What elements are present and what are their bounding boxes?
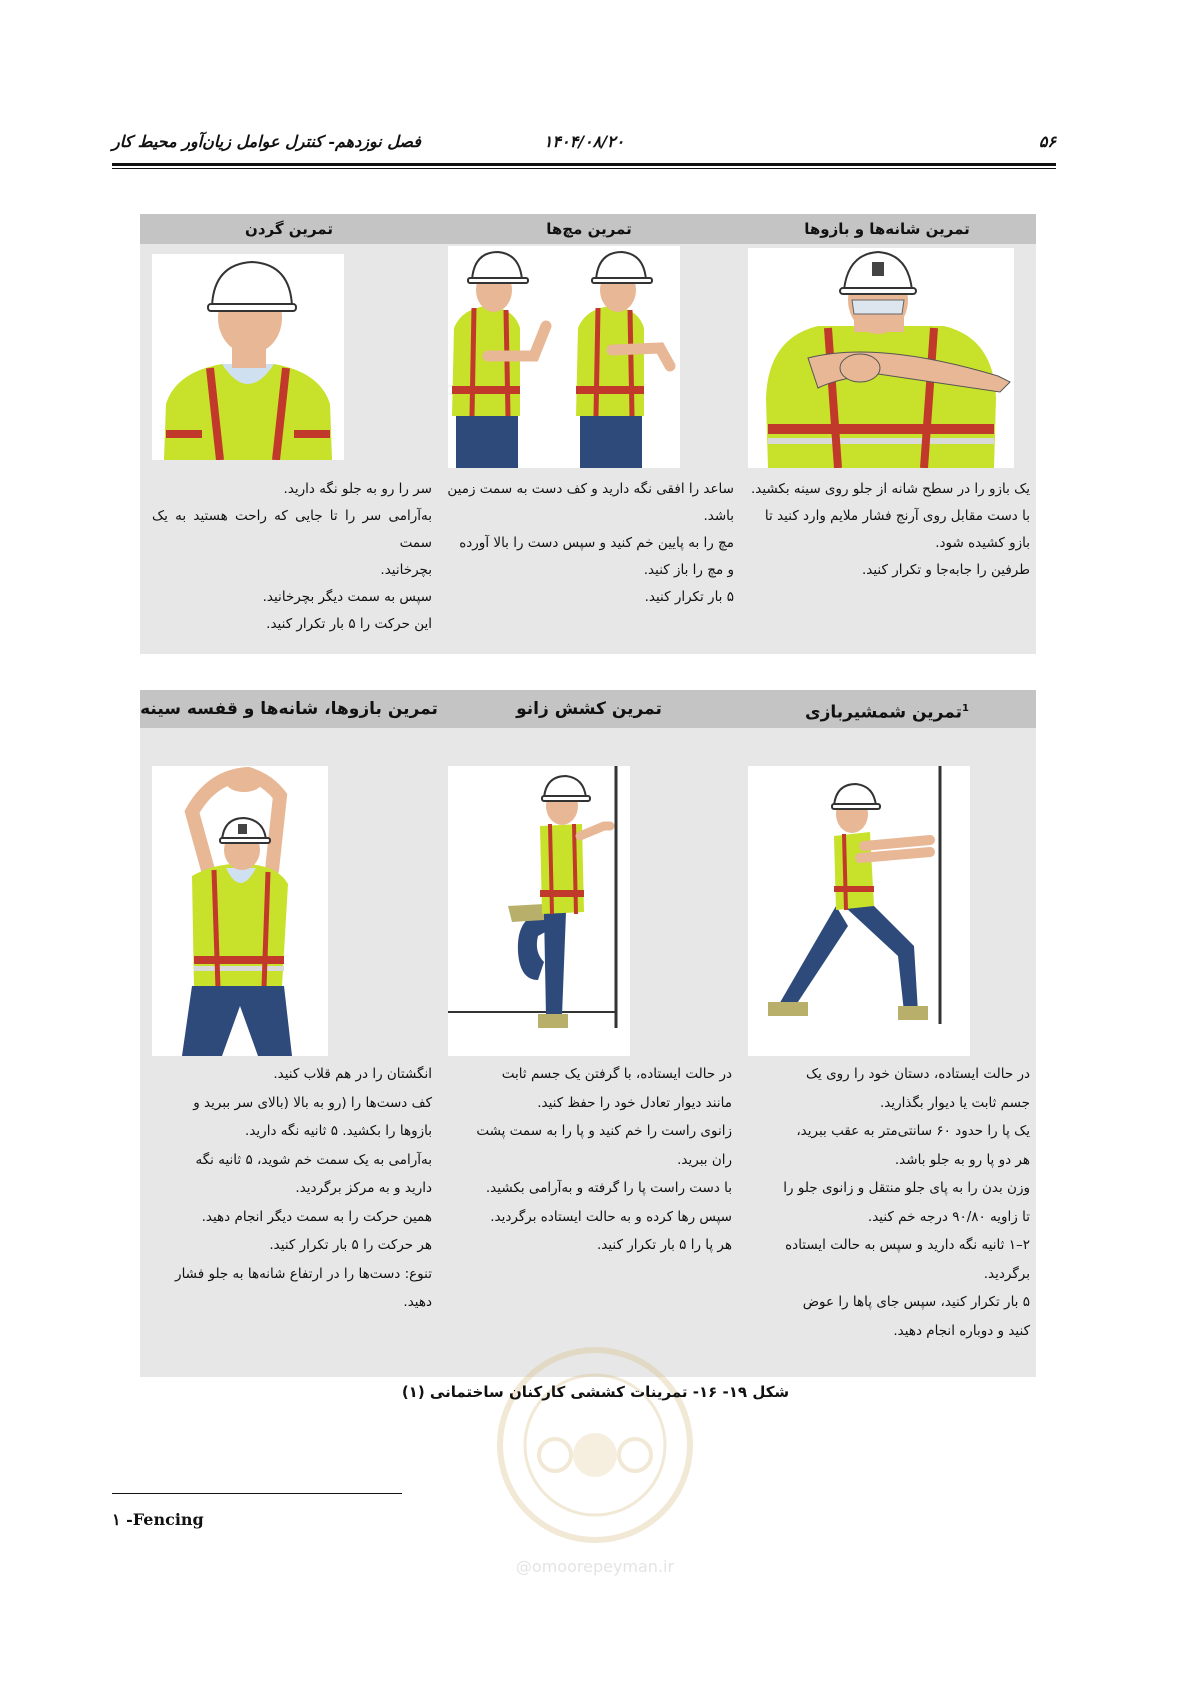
instruction-line: ۵ بار تکرار کنید، سپس جای پاها را عوض	[802, 1294, 1030, 1310]
footnote-rule	[112, 1493, 402, 1494]
instruction-line: کف دست‌ها را (رو به بالا (بالای سر ببرید و	[193, 1094, 432, 1111]
exercise-wrists	[440, 214, 738, 654]
instruction-line: طرفین را جابه‌جا و تکرار کنید.	[861, 562, 1030, 578]
exercise-instructions	[444, 476, 734, 611]
exercise-title: تمرین مچ‌ها	[546, 220, 632, 238]
footnote: ۱ -Fencing	[112, 1510, 204, 1529]
top-exercise-panel	[140, 214, 1036, 654]
instruction-line: مچ را به پایین خم کنید و سپس دست را بالا آورده	[459, 535, 734, 551]
instruction-line: بچرخانید.	[380, 562, 432, 578]
instruction-line: در حالت ایستاده، دستان خود را روی یک	[805, 1066, 1030, 1082]
figure-caption: شکل ۱۹- ۱۶- تمرینات کششی کارکنان ساختمانی (۱)	[401, 1383, 790, 1401]
instruction-line: باشد.	[703, 508, 734, 524]
chapter-title: فصل نوزدهم- کنترل عوامل زیان‌آور محیط کار	[112, 132, 421, 151]
header-date: ۱۴۰۴/۰۸/۲۰	[543, 132, 625, 151]
instruction-line: سپس رها کرده و به حالت ایستاده برگردید.	[490, 1208, 732, 1225]
instruction-line: سر را رو به جلو نگه دارید.	[283, 481, 432, 497]
fencing-stretch-illustration	[748, 766, 970, 1056]
watermark-text: @omoorepeyman.ir	[515, 1557, 675, 1576]
exercise-title-text: تمرین شمشیربازی	[805, 702, 963, 723]
instruction-line: تنوع: دست‌ها را در ارتفاع شانه‌ها به جلو فشار	[175, 1265, 432, 1282]
exercise-title: تمرین کشش زانو	[516, 699, 662, 719]
bottom-exercise-panel	[140, 690, 1036, 1377]
instruction-line: به‌آرامی به یک سمت خم شوید، ۵ ثانیه نگه	[195, 1151, 432, 1168]
instruction-line: دهید.	[403, 1294, 432, 1310]
wrist-stretch-illustration	[448, 246, 680, 468]
page-number: ۵۶	[1038, 132, 1056, 151]
exercise-title	[738, 690, 1036, 732]
instruction-line: با دست مقابل روی آرنج فشار ملایم وارد کنید تا	[764, 508, 1030, 524]
instruction-line: بازوها را بکشید. ۵ ثانیه نگه دارید.	[245, 1123, 432, 1139]
exercise-knee-stretch	[440, 690, 738, 1377]
exercise-fencing	[738, 690, 1036, 1377]
instruction-line: هر حرکت را ۵ بار تکرار کنید.	[269, 1237, 432, 1253]
instruction-line: هر پا را ۵ بار تکرار کنید.	[596, 1237, 732, 1253]
instruction-line: تا زاویه ۹۰/۸۰ درجه خم کنید.	[867, 1208, 1030, 1225]
exercise-title: تمرین گردن	[245, 220, 333, 238]
instruction-line: این حرکت را ۵ بار تکرار کنید.	[266, 616, 432, 632]
exercise-instructions	[152, 476, 432, 638]
watermark-logo	[485, 1335, 705, 1605]
overhead-stretch-illustration	[152, 766, 328, 1056]
instruction-line: مانند دیوار تعادل خود را حفظ کنید.	[537, 1094, 732, 1111]
knee-stretch-illustration	[448, 766, 630, 1056]
instruction-line: هر دو پا رو به جلو باشد.	[894, 1151, 1030, 1168]
shoulder-arm-stretch-illustration	[748, 248, 1014, 468]
exercise-arms-shoulders-chest	[140, 690, 438, 1377]
exercise-instructions	[444, 1060, 732, 1260]
footnote-mark: 1	[962, 703, 969, 714]
instruction-line: جسم ثابت یا دیوار بگذارید.	[879, 1094, 1030, 1111]
instruction-line: ۲–۱ ثانیه نگه دارید و سپس به حالت ایستاده	[785, 1237, 1030, 1253]
exercise-title: تمرین شانه‌ها و بازوها	[804, 220, 970, 238]
instruction-line: کنید و دوباره انجام دهید.	[893, 1322, 1030, 1339]
instruction-line: و مچ را باز کنید.	[643, 562, 734, 578]
header-rule-thin	[112, 168, 1056, 169]
header-rule	[112, 163, 1056, 166]
instruction-line: وزن بدن را به پای جلو منتقل و زانوی جلو را	[783, 1180, 1030, 1196]
exercise-shoulders-arms	[738, 214, 1036, 654]
neck-stretch-illustration	[152, 254, 344, 460]
exercise-instructions	[152, 1060, 432, 1317]
instruction-line: برگردید.	[983, 1265, 1030, 1282]
exercise-instructions	[742, 1060, 1030, 1345]
instruction-line: به‌آرامی سر را تا جایی که راحت هستید به یک سمت	[152, 508, 432, 551]
instruction-line: سپس به سمت دیگر بچرخانید.	[262, 589, 432, 605]
exercise-title: تمرین بازوها، شانه‌ها و قفسه سینه	[140, 699, 438, 719]
instruction-line: ران ببرید.	[677, 1151, 732, 1168]
instruction-line: انگشتان را در هم قلاب کنید.	[273, 1066, 432, 1082]
instruction-line: همین حرکت را به سمت دیگر انجام دهید.	[201, 1208, 432, 1225]
instruction-line: ساعد را افقی نگه دارید و کف دست به سمت زمین	[447, 481, 734, 497]
exercise-instructions	[740, 476, 1030, 584]
exercise-neck	[140, 214, 438, 654]
instruction-line: ۵ بار تکرار کنید.	[644, 589, 734, 605]
instruction-line: یک پا را حدود ۶۰ سانتی‌متر به عقب ببرید،	[796, 1123, 1030, 1139]
page-header	[112, 128, 1056, 156]
instruction-line: با دست راست پا را گرفته و به‌آرامی بکشید.	[485, 1180, 732, 1196]
instruction-line: در حالت ایستاده، با گرفتن یک جسم ثابت	[501, 1066, 732, 1082]
instruction-line: یک بازو را در سطح شانه از جلو روی سینه بکشید.	[750, 481, 1030, 497]
instruction-line: دارید و به مرکز برگردید.	[295, 1180, 432, 1196]
instruction-line: بازو کشیده شود.	[935, 535, 1030, 551]
instruction-line: زانوی راست را خم کنید و پا را به سمت پشت	[476, 1123, 732, 1139]
